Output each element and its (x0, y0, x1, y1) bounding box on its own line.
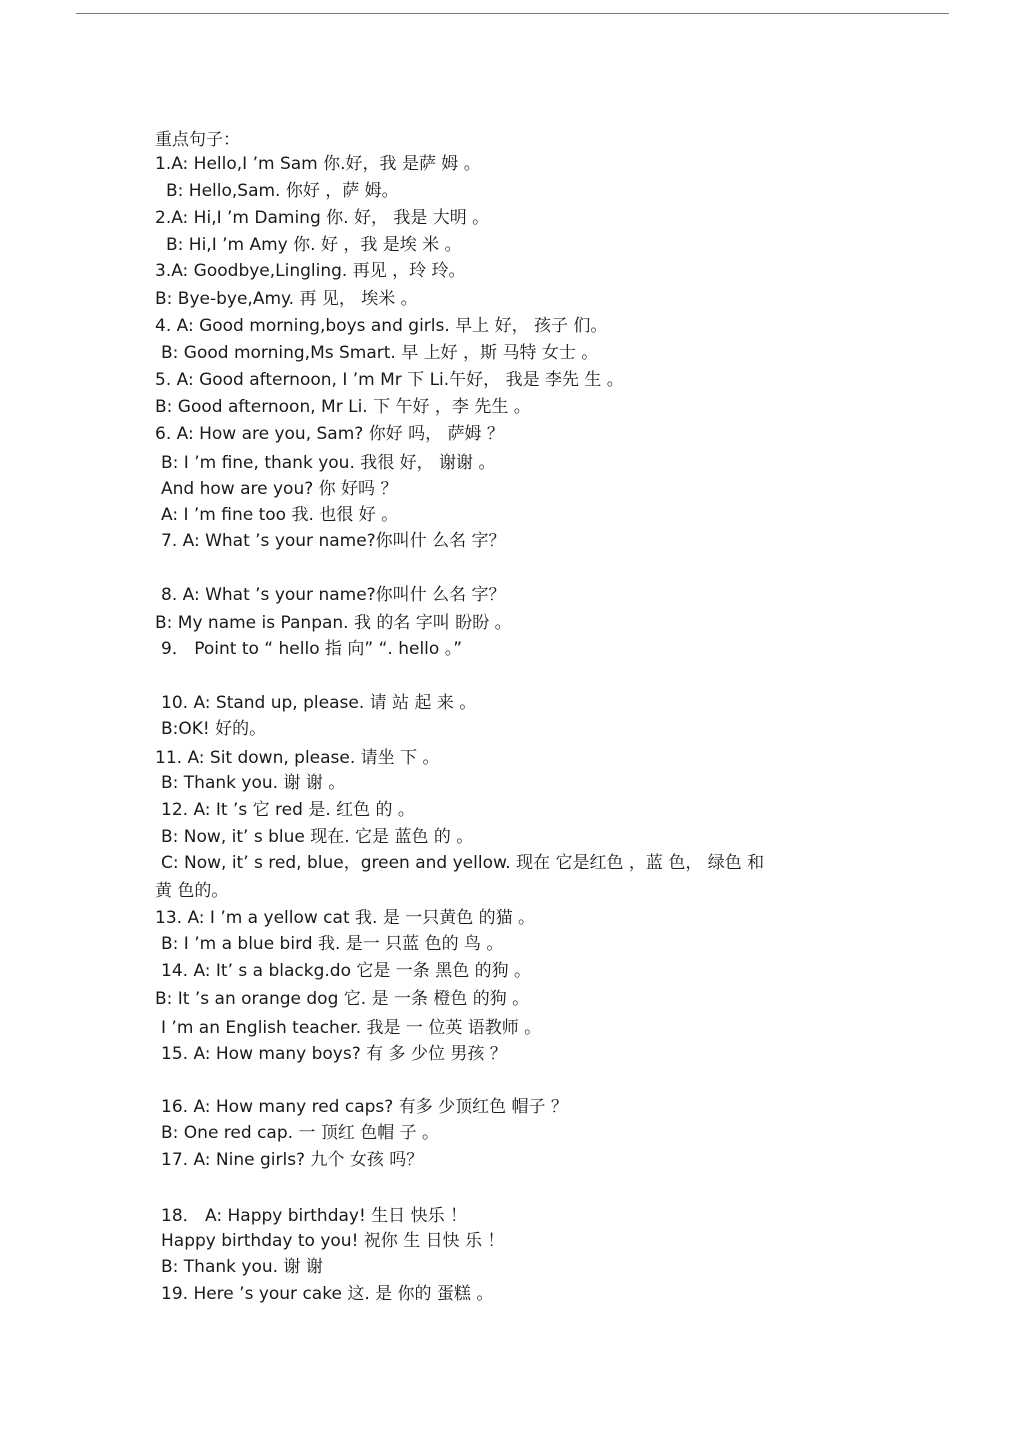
text-line: B: Good afternoon, Mr Li. 下 午好 ，李 先生 。 (155, 397, 531, 417)
text-line: 10. A: Stand up, please. 请 站 起 来 。 (161, 693, 477, 713)
text-line: 12. A: It ’s 它 red 是. 红色 的 。 (161, 800, 415, 820)
text-line: B: My name is Panpan. 我 的名 字叫 盼盼 。 (155, 613, 512, 633)
text-line: 11. A: Sit down, please. 请坐 下 。 (155, 748, 440, 768)
text-line: I ’m an English teacher. 我是 一 位英 语教师 。 (161, 1018, 542, 1038)
text-line: B: Now, it’ s blue 现在. 它是 蓝色 的 。 (161, 827, 474, 847)
text-line: C: Now, it’ s red, blue，green and yellow. 现在 它是红色 ，蓝 色， 绿色 和 (161, 853, 765, 873)
text-line: 3.A: Goodbye,Lingling. 再见 ，玲 玲。 (155, 261, 466, 281)
text-line: B: It ’s an orange dog 它. 是 一条 橙色 的狗 。 (155, 989, 530, 1009)
text-line: 2.A: Hi,I ’m Daming 你. 好， 我是 大明 。 (155, 208, 490, 228)
text-line: B: Good morning,Ms Smart. 早 上好 ，斯 马特 女士 。 (161, 343, 599, 363)
text-line: 17. A: Nine girls? 九个 女孩 吗？ (161, 1150, 424, 1170)
section-heading: 重点句子： (155, 130, 240, 150)
text-line: B: Thank you. 谢 谢 (161, 1257, 323, 1277)
text-line: 15. A: How many boys? 有 多 少位 男孩 ？ (161, 1044, 507, 1064)
text-line: 8. A: What ’s your name?你叫什 么名 字？ (161, 585, 506, 605)
text-line: 19. Here ’s your cake 这. 是 你的 蛋糕 。 (161, 1284, 494, 1304)
text-line: 6. A: How are you, Sam? 你好 吗， 萨姆 ？ (155, 424, 504, 444)
text-line: 14. A: It’ s a blackg.do 它是 一条 黑色 的狗 。 (161, 961, 531, 981)
text-line: 4. A: Good morning,boys and girls. 早上 好， 孩子 们。 (155, 316, 608, 336)
text-line: Happy birthday to you! 祝你 生 日快 乐 ！ (161, 1231, 505, 1251)
text-line: 黄 色的。 (155, 881, 229, 901)
text-line: 13. A: I ’m a yellow cat 我. 是 一只黄色 的猫 。 (155, 908, 536, 928)
text-line: 5. A: Good afternoon, I ’m Mr 下 Li.午好， 我是 李先 生 。 (155, 370, 624, 390)
text-line: 7. A: What ’s your name?你叫什 么名 字？ (161, 531, 506, 551)
text-line: 1.A: Hello,I ’m Sam 你.好，我 是萨 姆 。 (155, 154, 481, 174)
text-line: B: Hello,Sam. 你好 ，萨 姆。 (166, 181, 399, 201)
text-line: B: One red cap. 一 顶红 色帽 子 。 (161, 1123, 440, 1143)
text-line: And how are you? 你 好吗 ？ (161, 479, 398, 499)
text-line: B: I ’m fine, thank you. 我很 好， 谢谢 。 (161, 453, 496, 473)
text-line: B:OK! 好的。 (161, 719, 267, 739)
text-line: B: Bye-bye,Amy. 再 见， 埃米 。 (155, 289, 418, 309)
text-line: B: I ’m a blue bird 我. 是一 只蓝 色的 鸟 。 (161, 934, 504, 954)
text-line: B: Hi,I ’m Amy 你. 好 ，我 是埃 米 。 (166, 235, 462, 255)
text-line: 16. A: How many red caps? 有多 少顶红色 帽子 ？ (161, 1097, 568, 1117)
text-line: B: Thank you. 谢 谢 。 (161, 773, 346, 793)
text-line: 9． Point to “ hello 指 向” “. hello 。” (161, 639, 463, 659)
text-line: 18． A: Happy birthday! 生日 快乐 ！ (161, 1206, 467, 1226)
text-line: A: I ’m fine too 我. 也很 好 。 (161, 505, 399, 525)
